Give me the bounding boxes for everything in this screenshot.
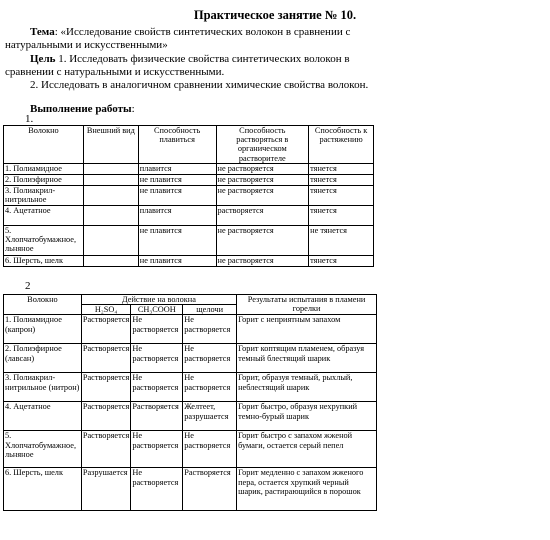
table1-header-cell: Способность плавиться xyxy=(138,126,216,164)
table-row xyxy=(4,468,377,511)
table-cell: Горит, образуя темный, рыхлый, неблестящий шарик xyxy=(237,373,377,402)
table1-header-cell: Способность растворяться в органическом растворителе xyxy=(216,126,309,164)
table-cell: Не растворяется xyxy=(131,431,183,468)
table2-header-action: Действие на волокна xyxy=(81,295,236,305)
table-cell: 5. Хлопчатобумажное, льняное xyxy=(4,431,82,468)
table-row xyxy=(4,163,374,174)
table2-subheader-cell: щелочи xyxy=(183,305,237,315)
table-cell: не плавится xyxy=(138,185,216,205)
goal-text: 1. Исследовать физические свойства синтетических волокон в сравнении с натуральными и искусственными. xyxy=(5,53,350,78)
table-cell: растворяется xyxy=(216,205,309,225)
table1-header-cell: Способность к растяжению xyxy=(309,126,374,164)
goal-paragraph xyxy=(5,53,385,78)
table-cell: 4. Ацетатное xyxy=(4,205,84,225)
work-heading xyxy=(30,103,410,116)
table-cell: тянется xyxy=(309,255,374,266)
table-cell: 1. Полиамидное (капрон) xyxy=(4,315,82,344)
table-cell: Растворяется xyxy=(81,402,131,431)
table2-header-row xyxy=(4,295,377,305)
table2-subheader-cell: CH₃COOH xyxy=(131,305,183,315)
table-cell: Не растворяется xyxy=(131,468,183,511)
table-cell: тянется xyxy=(309,205,374,225)
goal2-paragraph: 2. Исследовать в аналогичном сравнении химические свойства волокон. xyxy=(30,79,369,91)
table-row xyxy=(4,205,374,225)
table-cell: Растворяется xyxy=(81,315,131,344)
table-cell: плавится xyxy=(138,205,216,225)
table-cell: не растворяется xyxy=(216,163,309,174)
table-cell xyxy=(83,225,138,255)
table-cell: Горит медленно с запахом жженого пера, остается хрупкий черный шарик, растирающийся в порошок xyxy=(237,468,377,511)
table1-number: 1. xyxy=(25,113,34,125)
table-row xyxy=(4,174,374,185)
table-cell xyxy=(83,185,138,205)
table2-header-result: Результаты испытания в пламени горелки xyxy=(237,295,377,315)
table-cell: не плавится xyxy=(138,174,216,185)
table-cell: Растворяется xyxy=(81,344,131,373)
table-row xyxy=(4,315,377,344)
table-cell xyxy=(83,205,138,225)
table-cell xyxy=(83,255,138,266)
table-cell: не тянется xyxy=(309,225,374,255)
work-colon: : xyxy=(131,103,135,115)
table-cell: не растворяется xyxy=(216,225,309,255)
table-cell xyxy=(83,174,138,185)
table-cell: 6. Шерсть, шелк xyxy=(4,468,82,511)
table-cell: не плавится xyxy=(138,255,216,266)
table2-header-fiber: Волокно xyxy=(4,295,82,315)
table-cell: 3. Полиакрил-нитрильное (нитрон) xyxy=(4,373,82,402)
table-cell: Растворяется xyxy=(81,373,131,402)
table-cell: Горит с неприятным запахом xyxy=(237,315,377,344)
table-cell: 2. Полиэфирное xyxy=(4,174,84,185)
table-cell: Растворяется xyxy=(81,431,131,468)
table-cell: тянется xyxy=(309,163,374,174)
table-cell: Не растворяется xyxy=(183,344,237,373)
table-cell: Не растворяется xyxy=(183,431,237,468)
table-cell: Горит коптящим пламенем, образуя темный блестящий шарик xyxy=(237,344,377,373)
table-row xyxy=(4,344,377,373)
table-cell: Растворяется xyxy=(131,402,183,431)
table-cell: тянется xyxy=(309,174,374,185)
theme-text: : «Исследование свойств синтетических волокон в сравнении с натуральными и искусственными» xyxy=(5,26,351,51)
table-row xyxy=(4,185,374,205)
table-row xyxy=(4,255,374,266)
theme-paragraph xyxy=(5,26,385,51)
theme-label: Тема xyxy=(30,26,55,38)
table-row xyxy=(4,431,377,468)
table-cell: Не растворяется xyxy=(183,315,237,344)
table-row xyxy=(4,402,377,431)
table-cell: 6. Шерсть, шелк xyxy=(4,255,84,266)
table-cell: Не растворяется xyxy=(131,315,183,344)
table-cell xyxy=(83,163,138,174)
table-cell: Горит быстро с запахом жженой бумаги, остается серый пепел xyxy=(237,431,377,468)
table-cell: Растворяется xyxy=(183,468,237,511)
table-cell: Не растворяется xyxy=(131,373,183,402)
goal-label: Цель xyxy=(30,53,56,65)
table-cell: Разрушается xyxy=(81,468,131,511)
table1-header-cell: Волокно xyxy=(4,126,84,164)
table-row xyxy=(4,373,377,402)
work-label: Выполнение работы xyxy=(30,103,132,115)
table-cell: не растворяется xyxy=(216,255,309,266)
table-physical-properties xyxy=(3,125,374,267)
page-title: Практическое занятие № 10. xyxy=(193,8,357,22)
table-cell: не растворяется xyxy=(216,185,309,205)
table-cell: Желтеет, разрушается xyxy=(183,402,237,431)
table1-header-cell: Внешний вид xyxy=(83,126,138,164)
table-cell: 1. Полиамидное xyxy=(4,163,84,174)
table-cell: тянется xyxy=(309,185,374,205)
table-cell: не плавится xyxy=(138,225,216,255)
table-cell: 2. Полиэфирное (лавсан) xyxy=(4,344,82,373)
table-cell: Горит быстро, образуя нехрупкий темно-бурый шарик xyxy=(237,402,377,431)
table-cell: Не растворяется xyxy=(183,373,237,402)
table-cell: не растворяется xyxy=(216,174,309,185)
table2-subheader-cell: H₂SO₄ xyxy=(81,305,131,315)
table-cell: 3. Полиакрил-нитрильное xyxy=(4,185,84,205)
table-chemical-properties xyxy=(3,294,377,511)
table-row xyxy=(4,225,374,255)
table1-header-row xyxy=(4,126,374,164)
table2-number: 2 xyxy=(25,280,31,292)
table-cell: 4. Ацетатное xyxy=(4,402,82,431)
table-cell: 5. Хлопчатобумажное, льняное xyxy=(4,225,84,255)
table-cell: плавится xyxy=(138,163,216,174)
table-cell: Не растворяется xyxy=(131,344,183,373)
